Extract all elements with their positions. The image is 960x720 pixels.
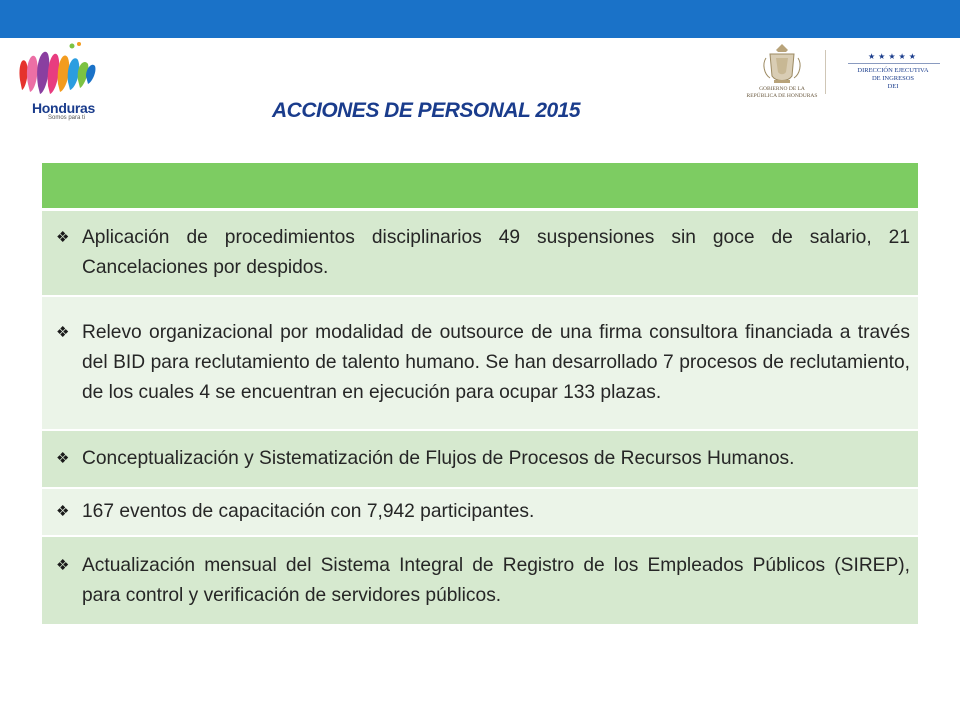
row-text: Conceptualización y Sistematización de Flujos de Procesos de Recursos Humanos. <box>82 448 795 469</box>
gobierno-text-line1: GOBIERNO DE LA <box>759 86 805 92</box>
diamond-bullet-icon: ❖ <box>56 450 70 467</box>
table-row <box>42 297 918 431</box>
row-text: 167 eventos de capacitación con 7,942 participantes. <box>82 501 535 522</box>
gobierno-text-line2: REPÚBLICA DE HONDURAS <box>746 93 818 99</box>
table-row <box>42 537 918 626</box>
top-bar <box>0 0 960 38</box>
honduras-wordmark: Honduras <box>32 100 95 116</box>
honduras-logo-icon <box>12 40 112 102</box>
table-row <box>42 431 918 489</box>
dei-text-line1: DIRECCIÓN EJECUTIVA <box>857 67 929 74</box>
stars-icon: ★★★★★ <box>868 52 919 61</box>
logo-divider <box>825 50 826 94</box>
dei-rule <box>848 63 940 64</box>
dei-text-line2: DE INGRESOS <box>871 75 915 82</box>
row-text: Relevo organizacional por modalidad de outsource de una firma consultora financiada a través del BID para reclutamiento de talento humano. Se han desarrollado 7 procesos de reclutamiento, de los cuales 4 se encuentran en ejecución para ocupar 133 plazas. <box>82 322 910 403</box>
table-header-row <box>42 163 918 211</box>
diamond-bullet-icon: ❖ <box>56 557 70 574</box>
honduras-tagline: Somos para ti <box>48 115 86 121</box>
diamond-bullet-icon: ❖ <box>56 503 70 520</box>
coat-of-arms-icon <box>742 42 822 86</box>
table-row <box>42 489 918 537</box>
diamond-bullet-icon: ❖ <box>56 229 70 246</box>
table-row <box>42 211 918 297</box>
row-text: Aplicación de procedimientos disciplinarios 49 suspensiones sin goce de salario, 21 Cancelaciones por despidos. <box>82 227 910 278</box>
honduras-brand-logo <box>12 40 112 128</box>
dei-text-line3: DEI <box>887 83 899 90</box>
diamond-bullet-icon: ❖ <box>56 324 70 341</box>
page-title: ACCIONES DE PERSONAL 2015 <box>272 99 581 122</box>
row-text: Actualización mensual del Sistema Integral de Registro de los Empleados Públicos (SIREP), para control y verificación de servidores públicos. <box>82 555 910 606</box>
actions-table <box>42 163 918 626</box>
gobierno-logo <box>742 42 822 104</box>
dei-logo <box>840 52 946 102</box>
